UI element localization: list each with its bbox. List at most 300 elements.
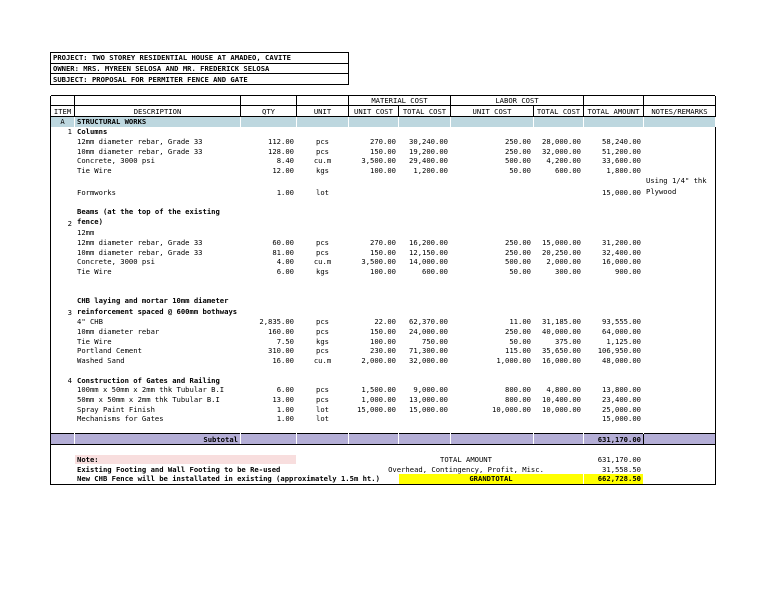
material-total-cost-cell[interactable]: 600.00	[399, 267, 451, 277]
labor-unit-cost-cell[interactable]: 50.00	[451, 166, 534, 176]
empty-cell[interactable]	[534, 63, 584, 74]
unit-cell[interactable]: cu.m	[297, 156, 349, 166]
total-amount-cell[interactable]: 33,600.00	[584, 156, 644, 166]
description-cell[interactable]: 50mm x 50mm x 2mm thk Tubular B.I	[75, 395, 241, 405]
section-fill[interactable]	[451, 117, 534, 127]
material-total-cost-cell[interactable]: 9,000.00	[399, 385, 451, 395]
material-unit-cost-cell[interactable]	[349, 286, 399, 317]
material-total-cost-cell[interactable]	[399, 424, 451, 434]
project-line[interactable]: PROJECT: TWO STOREY RESIDENTIAL HOUSE AT AMADEO, CAVITE	[51, 53, 349, 64]
item-number[interactable]	[51, 445, 75, 455]
material-unit-cost-cell[interactable]	[349, 276, 399, 286]
material-unit-cost-cell[interactable]	[349, 445, 399, 455]
qty-cell[interactable]	[241, 286, 297, 317]
description-cell[interactable]	[75, 445, 241, 455]
item-number[interactable]: 2	[51, 207, 75, 228]
qty-cell[interactable]: 1.00	[241, 175, 297, 197]
labor-total-cost-cell[interactable]	[534, 414, 584, 424]
empty-cell[interactable]	[584, 63, 644, 74]
description-cell[interactable]: 10mm diameter rebar, Grade 33	[75, 146, 241, 156]
total-amount-cell[interactable]: 32,400.00	[584, 247, 644, 257]
qty-cell[interactable]: 310.00	[241, 346, 297, 356]
labor-unit-cost-cell[interactable]	[451, 207, 534, 228]
item-header[interactable]: ITEM	[51, 106, 75, 117]
labor-unit-cost-cell[interactable]	[451, 286, 534, 317]
labor-total-cost-cell[interactable]	[534, 276, 584, 286]
description-cell[interactable]: 12mm diameter rebar, Grade 33	[75, 238, 241, 248]
qty-cell[interactable]	[241, 366, 297, 376]
item-number[interactable]	[51, 247, 75, 257]
material-unit-cost-cell[interactable]: 1,500.00	[349, 385, 399, 395]
section-fill[interactable]	[241, 117, 297, 127]
qty-cell[interactable]: 7.50	[241, 336, 297, 346]
labor-total-cost-cell[interactable]: 2,000.00	[534, 257, 584, 267]
description-cell[interactable]: 10mm diameter rebar, Grade 33	[75, 247, 241, 257]
description-cell[interactable]: 100mm x 50mm x 2mm thk Tubular B.I	[75, 385, 241, 395]
description-cell[interactable]: Portland Cement	[75, 346, 241, 356]
unit-cell[interactable]: pcs	[297, 137, 349, 147]
item-number[interactable]	[51, 156, 75, 166]
section-fill[interactable]	[644, 117, 716, 127]
labor-total-cost-header[interactable]: TOTAL COST	[534, 106, 584, 117]
description-cell[interactable]	[75, 366, 241, 376]
total-amount-cell[interactable]: 1,800.00	[584, 166, 644, 176]
notes-cell[interactable]	[644, 327, 716, 337]
unit-cell[interactable]: pcs	[297, 395, 349, 405]
empty-cell[interactable]	[584, 95, 644, 106]
unit-cell[interactable]	[297, 424, 349, 434]
total-amount-cell[interactable]	[584, 424, 644, 434]
unit-cell[interactable]: kgs	[297, 336, 349, 346]
subject-line[interactable]: SUBJECT: PROPOSAL FOR PERMITER FENCE AND GATE	[51, 74, 349, 85]
total-amount-cell[interactable]	[584, 286, 644, 317]
empty-cell[interactable]	[644, 455, 716, 465]
material-total-cost-cell[interactable]	[399, 197, 451, 207]
material-total-cost-cell[interactable]: 30,240.00	[399, 137, 451, 147]
labor-total-cost-cell[interactable]: 31,185.00	[534, 317, 584, 327]
notes-cell[interactable]	[644, 385, 716, 395]
qty-cell[interactable]: 128.00	[241, 146, 297, 156]
material-total-cost-cell[interactable]	[399, 286, 451, 317]
material-unit-cost-cell[interactable]: 15,000.00	[349, 404, 399, 414]
labor-total-cost-cell[interactable]	[534, 366, 584, 376]
notes-cell[interactable]	[644, 424, 716, 434]
empty-cell[interactable]	[51, 474, 75, 484]
material-unit-cost-cell[interactable]	[349, 197, 399, 207]
qty-cell[interactable]: 12.00	[241, 166, 297, 176]
labor-total-cost-cell[interactable]: 4,800.00	[534, 385, 584, 395]
material-unit-cost-cell[interactable]	[349, 414, 399, 424]
material-total-cost-cell[interactable]: 19,200.00	[399, 146, 451, 156]
material-total-cost-cell[interactable]: 14,000.00	[399, 257, 451, 267]
total-amount-label[interactable]: TOTAL AMOUNT	[440, 455, 492, 465]
empty-cell[interactable]	[644, 74, 716, 85]
unit-cell[interactable]: pcs	[297, 385, 349, 395]
labor-unit-cost-cell[interactable]: 250.00	[451, 327, 534, 337]
notes-cell[interactable]	[644, 356, 716, 366]
empty-cell[interactable]	[297, 95, 349, 106]
subtotal-fill[interactable]	[349, 434, 399, 445]
qty-cell[interactable]: 60.00	[241, 238, 297, 248]
material-unit-cost-cell[interactable]: 270.00	[349, 238, 399, 248]
notes-cell[interactable]	[644, 238, 716, 248]
subtotal-fill[interactable]	[241, 434, 297, 445]
overhead-value[interactable]: 31,558.50	[584, 464, 644, 474]
material-total-cost-cell[interactable]	[399, 366, 451, 376]
notes-cell[interactable]	[644, 146, 716, 156]
material-unit-cost-cell[interactable]: 100.00	[349, 166, 399, 176]
unit-cell[interactable]	[297, 228, 349, 238]
notes-cell[interactable]	[644, 247, 716, 257]
item-number[interactable]	[51, 395, 75, 405]
total-amount-cell[interactable]: 1,125.00	[584, 336, 644, 346]
labor-unit-cost-cell[interactable]	[451, 424, 534, 434]
total-amount-cell[interactable]: 25,000.00	[584, 404, 644, 414]
total-amount-cell[interactable]: 13,800.00	[584, 385, 644, 395]
unit-cell[interactable]: cu.m	[297, 257, 349, 267]
group-title[interactable]: Beams (at the top of the existing fence)	[75, 207, 241, 228]
item-number[interactable]	[51, 385, 75, 395]
material-total-cost-cell[interactable]	[399, 175, 451, 197]
empty-cell[interactable]	[349, 63, 399, 74]
labor-total-cost-cell[interactable]	[534, 175, 584, 197]
total-amount-cell[interactable]: 106,950.00	[584, 346, 644, 356]
description-cell[interactable]: Tie Wire	[75, 166, 241, 176]
item-number[interactable]: 1	[51, 127, 75, 137]
description-cell[interactable]: 12mm diameter rebar, Grade 33	[75, 137, 241, 147]
labor-total-cost-cell[interactable]	[534, 228, 584, 238]
group-title[interactable]: CHB laying and mortar 10mm diameter reinforcement spaced @ 600mm bothways	[75, 286, 241, 317]
material-total-cost-cell[interactable]	[399, 127, 451, 137]
qty-cell[interactable]: 8.40	[241, 156, 297, 166]
labor-total-cost-cell[interactable]: 4,200.00	[534, 156, 584, 166]
item-number[interactable]	[51, 356, 75, 366]
notes-cell[interactable]: Using 1/4" thk Plywood	[644, 175, 716, 197]
qty-cell[interactable]: 6.00	[241, 385, 297, 395]
notes-cell[interactable]	[644, 257, 716, 267]
qty-cell[interactable]	[241, 197, 297, 207]
item-number[interactable]	[51, 424, 75, 434]
material-unit-cost-cell[interactable]	[349, 207, 399, 228]
material-total-cost-cell[interactable]: 62,370.00	[399, 317, 451, 327]
material-unit-cost-cell[interactable]: 1,000.00	[349, 395, 399, 405]
qty-cell[interactable]	[241, 127, 297, 137]
notes-cell[interactable]	[644, 286, 716, 317]
labor-total-cost-cell[interactable]: 10,000.00	[534, 404, 584, 414]
unit-cell[interactable]: lot	[297, 414, 349, 424]
material-total-cost-cell[interactable]	[399, 445, 451, 455]
description-cell[interactable]: Mechanisms for Gates	[75, 414, 241, 424]
labor-unit-cost-cell[interactable]	[451, 127, 534, 137]
item-number[interactable]	[51, 317, 75, 327]
note-label[interactable]: Note:	[75, 455, 297, 465]
material-unit-cost-cell[interactable]	[349, 127, 399, 137]
description-cell[interactable]	[75, 424, 241, 434]
material-unit-cost-cell[interactable]	[349, 375, 399, 385]
material-unit-cost-cell[interactable]	[349, 366, 399, 376]
empty-cell[interactable]	[584, 74, 644, 85]
total-amount-header[interactable]: TOTAL AMOUNT	[584, 106, 644, 117]
total-amount-cell[interactable]	[584, 276, 644, 286]
description-cell[interactable]: 10mm diameter rebar	[75, 327, 241, 337]
empty-cell[interactable]	[644, 63, 716, 74]
unit-cell[interactable]	[297, 286, 349, 317]
total-amount-cell[interactable]: 16,000.00	[584, 257, 644, 267]
notes-cell[interactable]	[644, 336, 716, 346]
item-number[interactable]	[51, 276, 75, 286]
note-line-2[interactable]: New CHB Fence will be installated in existing (approximately 1.5m ht.)	[75, 474, 399, 484]
empty-cell[interactable]	[451, 63, 534, 74]
description-cell[interactable]: Spray Paint Finish	[75, 404, 241, 414]
section-fill[interactable]	[534, 117, 584, 127]
empty-cell[interactable]	[75, 95, 241, 106]
notes-cell[interactable]	[644, 228, 716, 238]
labor-unit-cost-cell[interactable]: 10,000.00	[451, 404, 534, 414]
notes-cell[interactable]	[644, 127, 716, 137]
description-cell[interactable]	[75, 276, 241, 286]
unit-cell[interactable]	[297, 207, 349, 228]
total-amount-cell[interactable]: 15,000.00	[584, 175, 644, 197]
section-fill[interactable]	[399, 117, 451, 127]
labor-unit-cost-cell[interactable]	[451, 175, 534, 197]
material-unit-cost-cell[interactable]: 150.00	[349, 327, 399, 337]
labor-total-cost-cell[interactable]	[534, 207, 584, 228]
item-number[interactable]	[51, 404, 75, 414]
qty-cell[interactable]: 160.00	[241, 327, 297, 337]
material-unit-cost-cell[interactable]: 3,500.00	[349, 156, 399, 166]
total-amount-cell[interactable]	[584, 197, 644, 207]
section-title[interactable]: STRUCTURAL WORKS	[75, 117, 241, 127]
material-total-cost-cell[interactable]: 750.00	[399, 336, 451, 346]
labor-unit-cost-cell[interactable]: 500.00	[451, 156, 534, 166]
notes-cell[interactable]	[644, 414, 716, 424]
material-total-cost-header[interactable]: TOTAL COST	[399, 106, 451, 117]
item-number[interactable]	[51, 336, 75, 346]
empty-cell[interactable]	[349, 74, 399, 85]
total-amount-cell[interactable]	[584, 228, 644, 238]
unit-cell[interactable]: kgs	[297, 267, 349, 277]
qty-cell[interactable]	[241, 228, 297, 238]
empty-cell[interactable]	[241, 95, 297, 106]
total-amount-cell[interactable]: 64,000.00	[584, 327, 644, 337]
subtotal-value[interactable]: 631,170.00	[584, 434, 644, 445]
notes-header[interactable]: NOTES/REMARKS	[644, 106, 716, 117]
labor-unit-cost-cell[interactable]: 250.00	[451, 247, 534, 257]
material-total-cost-cell[interactable]: 15,000.00	[399, 404, 451, 414]
labor-total-cost-cell[interactable]: 20,250.00	[534, 247, 584, 257]
item-number[interactable]: 3	[51, 286, 75, 317]
item-number[interactable]	[51, 238, 75, 248]
labor-unit-cost-cell[interactable]: 250.00	[451, 238, 534, 248]
qty-cell[interactable]: 112.00	[241, 137, 297, 147]
labor-cost-header[interactable]: LABOR COST	[451, 95, 584, 106]
unit-cell[interactable]: cu.m	[297, 356, 349, 366]
qty-cell[interactable]: 4.00	[241, 257, 297, 267]
item-number[interactable]	[51, 366, 75, 376]
material-total-cost-cell[interactable]: 13,000.00	[399, 395, 451, 405]
description-cell[interactable]	[75, 197, 241, 207]
labor-unit-cost-cell[interactable]	[451, 445, 534, 455]
notes-cell[interactable]	[644, 404, 716, 414]
material-unit-cost-cell[interactable]	[349, 424, 399, 434]
material-total-cost-cell[interactable]	[399, 375, 451, 385]
labor-total-cost-cell[interactable]: 35,650.00	[534, 346, 584, 356]
notes-cell[interactable]	[644, 395, 716, 405]
owner-line[interactable]: OWNER: MRS. MYREEN SELOSA AND MR. FREDERICK SELOSA	[51, 63, 349, 74]
empty-cell[interactable]	[644, 95, 716, 106]
material-unit-cost-cell[interactable]: 150.00	[349, 146, 399, 156]
material-total-cost-cell[interactable]	[399, 414, 451, 424]
qty-cell[interactable]	[241, 424, 297, 434]
labor-unit-cost-cell[interactable]	[451, 375, 534, 385]
unit-cell[interactable]	[297, 366, 349, 376]
qty-cell[interactable]: 13.00	[241, 395, 297, 405]
qty-cell[interactable]: 1.00	[241, 414, 297, 424]
material-total-cost-cell[interactable]: 29,400.00	[399, 156, 451, 166]
unit-cell[interactable]	[297, 127, 349, 137]
labor-total-cost-cell[interactable]: 10,400.00	[534, 395, 584, 405]
labor-total-cost-cell[interactable]	[534, 375, 584, 385]
unit-cell[interactable]: pcs	[297, 146, 349, 156]
group-title[interactable]: Construction of Gates and Railing	[75, 375, 241, 385]
notes-cell[interactable]	[644, 207, 716, 228]
empty-cell[interactable]	[399, 53, 451, 64]
material-unit-cost-cell[interactable]: 3,500.00	[349, 257, 399, 267]
empty-cell[interactable]	[349, 53, 399, 64]
unit-cell[interactable]: pcs	[297, 346, 349, 356]
labor-unit-cost-cell[interactable]: 50.00	[451, 336, 534, 346]
qty-cell[interactable]: 2,835.00	[241, 317, 297, 327]
labor-total-cost-cell[interactable]: 600.00	[534, 166, 584, 176]
labor-unit-cost-cell[interactable]: 50.00	[451, 267, 534, 277]
subtotal-fill[interactable]	[51, 434, 75, 445]
item-number[interactable]	[51, 414, 75, 424]
item-number[interactable]: 4	[51, 375, 75, 385]
empty-cell[interactable]	[644, 464, 716, 474]
notes-cell[interactable]	[644, 346, 716, 356]
unit-cell[interactable]: lot	[297, 175, 349, 197]
notes-cell[interactable]	[644, 375, 716, 385]
labor-unit-cost-cell[interactable]: 800.00	[451, 395, 534, 405]
item-number[interactable]	[51, 166, 75, 176]
material-total-cost-cell[interactable]: 12,150.00	[399, 247, 451, 257]
material-unit-cost-header[interactable]: UNIT COST	[349, 106, 399, 117]
labor-total-cost-cell[interactable]	[534, 286, 584, 317]
notes-cell[interactable]	[644, 267, 716, 277]
labor-total-cost-cell[interactable]: 375.00	[534, 336, 584, 346]
empty-cell[interactable]	[399, 63, 451, 74]
labor-unit-cost-header[interactable]: UNIT COST	[451, 106, 534, 117]
description-cell[interactable]: Concrete, 3000 psi	[75, 257, 241, 267]
subtotal-fill[interactable]	[297, 434, 349, 445]
qty-header[interactable]: QTY	[241, 106, 297, 117]
unit-cell[interactable]: lot	[297, 404, 349, 414]
material-total-cost-cell[interactable]: 71,300.00	[399, 346, 451, 356]
section-fill[interactable]	[584, 117, 644, 127]
total-amount-cell[interactable]	[584, 366, 644, 376]
labor-unit-cost-cell[interactable]	[451, 228, 534, 238]
labor-unit-cost-cell[interactable]: 500.00	[451, 257, 534, 267]
labor-total-cost-cell[interactable]: 16,000.00	[534, 356, 584, 366]
labor-unit-cost-cell[interactable]: 11.00	[451, 317, 534, 327]
empty-cell[interactable]	[451, 53, 534, 64]
note-line-1[interactable]: Existing Footing and Wall Footing to be Re-used	[75, 464, 349, 474]
material-unit-cost-cell[interactable]: 2,000.00	[349, 356, 399, 366]
labor-unit-cost-cell[interactable]	[451, 366, 534, 376]
empty-cell[interactable]	[51, 95, 75, 106]
qty-cell[interactable]: 16.00	[241, 356, 297, 366]
empty-cell[interactable]	[534, 53, 584, 64]
subtotal-fill[interactable]	[451, 434, 534, 445]
notes-cell[interactable]	[644, 197, 716, 207]
material-cost-header[interactable]: MATERIAL COST	[349, 95, 451, 106]
material-unit-cost-cell[interactable]	[349, 228, 399, 238]
unit-cell[interactable]	[297, 445, 349, 455]
total-amount-cell[interactable]: 93,555.00	[584, 317, 644, 327]
unit-header[interactable]: UNIT	[297, 106, 349, 117]
material-total-cost-cell[interactable]	[399, 228, 451, 238]
unit-cell[interactable]: pcs	[297, 238, 349, 248]
labor-unit-cost-cell[interactable]: 800.00	[451, 385, 534, 395]
labor-total-cost-cell[interactable]: 40,000.00	[534, 327, 584, 337]
subtotal-fill[interactable]	[534, 434, 584, 445]
empty-cell[interactable]	[534, 74, 584, 85]
labor-total-cost-cell[interactable]	[534, 197, 584, 207]
unit-cell[interactable]: pcs	[297, 327, 349, 337]
total-amount-cell[interactable]	[584, 127, 644, 137]
total-amount-cell[interactable]: 48,000.00	[584, 356, 644, 366]
qty-cell[interactable]	[241, 375, 297, 385]
qty-cell[interactable]: 1.00	[241, 404, 297, 414]
labor-unit-cost-cell[interactable]	[451, 276, 534, 286]
notes-cell[interactable]	[644, 276, 716, 286]
qty-cell[interactable]	[241, 445, 297, 455]
item-number[interactable]	[51, 346, 75, 356]
empty-cell[interactable]	[451, 74, 534, 85]
labor-unit-cost-cell[interactable]: 250.00	[451, 137, 534, 147]
description-cell[interactable]: Washed Sand	[75, 356, 241, 366]
labor-total-cost-cell[interactable]	[534, 424, 584, 434]
description-cell[interactable]: Tie Wire	[75, 267, 241, 277]
material-total-cost-cell[interactable]: 1,200.00	[399, 166, 451, 176]
notes-cell[interactable]	[644, 156, 716, 166]
material-unit-cost-cell[interactable]	[349, 175, 399, 197]
labor-total-cost-cell[interactable]	[534, 127, 584, 137]
qty-cell[interactable]	[241, 276, 297, 286]
item-number[interactable]	[51, 327, 75, 337]
spacer-cell[interactable]	[51, 85, 716, 96]
unit-cell[interactable]	[297, 197, 349, 207]
labor-total-cost-cell[interactable]: 28,000.00	[534, 137, 584, 147]
labor-unit-cost-cell[interactable]: 1,000.00	[451, 356, 534, 366]
unit-cell[interactable]: pcs	[297, 247, 349, 257]
subtotal-label[interactable]: Subtotal	[75, 434, 241, 445]
total-amount-value[interactable]: 631,170.00	[584, 455, 644, 465]
section-fill[interactable]	[349, 117, 399, 127]
description-cell[interactable]: Concrete, 3000 psi	[75, 156, 241, 166]
material-total-cost-cell[interactable]	[399, 276, 451, 286]
qty-cell[interactable]	[241, 207, 297, 228]
material-total-cost-cell[interactable]	[399, 207, 451, 228]
item-number[interactable]	[51, 197, 75, 207]
total-amount-cell[interactable]: 23,400.00	[584, 395, 644, 405]
item-number[interactable]	[51, 146, 75, 156]
total-amount-cell[interactable]	[584, 375, 644, 385]
grand-total-value[interactable]: 662,728.50	[584, 474, 644, 484]
notes-cell[interactable]	[644, 366, 716, 376]
notes-cell[interactable]	[644, 137, 716, 147]
section-fill[interactable]	[297, 117, 349, 127]
